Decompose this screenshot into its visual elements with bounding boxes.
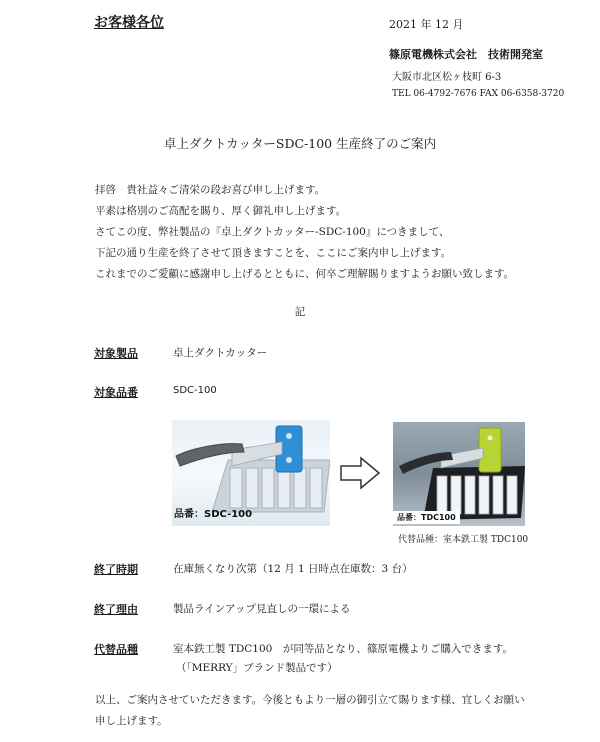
- closing-line: 以上、ご案内させていただきます。今後ともより一層の御引立て賜ります様、宜しくお願い: [95, 694, 525, 706]
- ki-marker: 記: [294, 306, 306, 318]
- target-product-value: 卓上ダクトカッター: [173, 347, 268, 359]
- issue-date: 2021 年 12 月: [389, 18, 464, 31]
- sdc-100-part-tag: 品番：SDC-100: [174, 509, 253, 520]
- end-date-label: 終了時期: [94, 563, 138, 576]
- reason-value: 製品ラインアップ見直しの一環による: [173, 603, 351, 615]
- target-part-value: SDC-100: [173, 385, 217, 396]
- tdc100-product-photo: [393, 422, 525, 526]
- company-address: 大阪市北区松ヶ枝町 6-3: [392, 72, 502, 83]
- body-line: 平素は格別のご高配を賜り、厚く御礼申し上げます。: [95, 205, 347, 217]
- body-line: さてこの度、弊社製品の『卓上ダクトカッター-SDC-100』につきまして、: [95, 226, 450, 238]
- substitute-caption: 代替品種：室本鉄工製 TDC100: [398, 535, 529, 545]
- replacement-arrow-icon: [339, 456, 381, 490]
- target-part-label: 対象品番: [94, 386, 138, 399]
- reason-label: 終了理由: [94, 603, 138, 616]
- company-tel-fax: TEL 06-4792-7676 FAX 06-6358-3720: [392, 89, 565, 99]
- target-product-label: 対象製品: [94, 347, 138, 360]
- recipient-heading: お客様各位: [94, 15, 164, 31]
- sdc-100-product-photo: [172, 420, 330, 526]
- closing-line: 申し上げます。: [95, 715, 168, 727]
- substitute-note: （「MERRY」ブランド製品です）: [176, 662, 338, 674]
- body-line: 下記の通り生産を終了させて頂きますことを、ここにご案内申し上げます。: [95, 247, 452, 259]
- substitute-value: 室本鉄工製 TDC100 が同等品となり、篠原電機よりご購入できます。: [173, 643, 513, 655]
- notice-subject: 卓上ダクトカッターSDC-100 生産終了のご案内: [163, 136, 437, 151]
- tdc100-part-tag: 品番：TDC100: [393, 511, 460, 524]
- substitute-label: 代替品種: [94, 643, 138, 656]
- body-line: これまでのご愛顧に感謝申し上げるとともに、何卒ご理解賜りますようお願い致します。: [95, 268, 515, 280]
- closing-text: [95, 690, 525, 732]
- body-line: 拝啓 貴社益々ご清栄の段お喜び申し上げます。: [95, 184, 326, 196]
- company-name: 篠原電機株式会社 技術開発室: [389, 48, 543, 61]
- end-date-value: 在庫無くなり次第（12 月 1 日時点在庫数：3 台）: [173, 563, 413, 575]
- notice-body: [95, 180, 514, 285]
